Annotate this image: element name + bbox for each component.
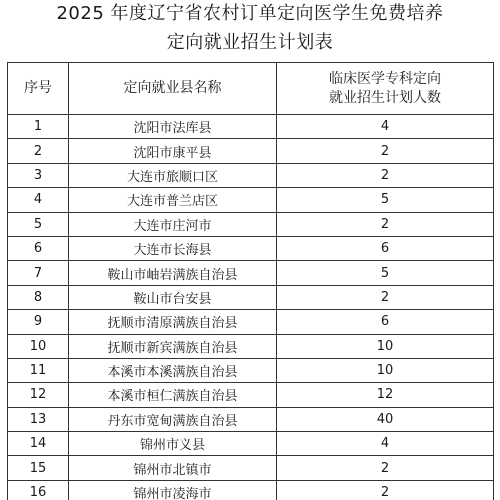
cell-quota: 10 bbox=[277, 334, 494, 358]
table-row bbox=[8, 139, 494, 163]
cell-county: 抚顺市新宾满族自治县 bbox=[69, 334, 277, 358]
cell-seq: 6 bbox=[8, 236, 69, 260]
table-row bbox=[8, 261, 494, 285]
cell-quota: 10 bbox=[277, 358, 494, 382]
table-row bbox=[8, 236, 494, 260]
cell-seq: 3 bbox=[8, 163, 69, 187]
cell-seq: 4 bbox=[8, 188, 69, 212]
cell-seq: 2 bbox=[8, 139, 69, 163]
document-title-line1: 2025 年度辽宁省农村订单定向医学生免费培养 bbox=[56, 3, 444, 24]
cell-county: 大连市庄河市 bbox=[69, 212, 277, 236]
table-row bbox=[8, 407, 494, 431]
cell-county: 锦州市凌海市 bbox=[69, 480, 277, 500]
cell-seq: 13 bbox=[8, 407, 69, 431]
cell-seq: 15 bbox=[8, 456, 69, 480]
table-row bbox=[8, 480, 494, 500]
cell-quota: 40 bbox=[277, 407, 494, 431]
header-quota bbox=[277, 63, 494, 115]
header-seq: 序号 bbox=[8, 63, 69, 115]
table-row bbox=[8, 115, 494, 139]
table-row bbox=[8, 310, 494, 334]
table-row bbox=[8, 212, 494, 236]
table-row bbox=[8, 358, 494, 382]
cell-seq: 12 bbox=[8, 383, 69, 407]
enrollment-plan-table bbox=[7, 62, 494, 500]
cell-quota: 6 bbox=[277, 310, 494, 334]
cell-county: 丹东市宽甸满族自治县 bbox=[69, 407, 277, 431]
cell-county: 锦州市北镇市 bbox=[69, 456, 277, 480]
cell-quota: 12 bbox=[277, 383, 494, 407]
table-row bbox=[8, 432, 494, 456]
cell-county: 大连市普兰店区 bbox=[69, 188, 277, 212]
table-header-row bbox=[8, 63, 494, 115]
cell-county: 大连市长海县 bbox=[69, 236, 277, 260]
cell-county: 本溪市桓仁满族自治县 bbox=[69, 383, 277, 407]
cell-seq: 11 bbox=[8, 358, 69, 382]
cell-seq: 16 bbox=[8, 480, 69, 500]
cell-county: 锦州市义县 bbox=[69, 432, 277, 456]
cell-seq: 9 bbox=[8, 310, 69, 334]
table-body bbox=[8, 115, 494, 500]
table-row bbox=[8, 188, 494, 212]
cell-quota: 5 bbox=[277, 261, 494, 285]
cell-quota: 2 bbox=[277, 212, 494, 236]
cell-quota: 6 bbox=[277, 236, 494, 260]
cell-county: 抚顺市清原满族自治县 bbox=[69, 310, 277, 334]
cell-seq: 7 bbox=[8, 261, 69, 285]
cell-quota: 4 bbox=[277, 115, 494, 139]
cell-seq: 5 bbox=[8, 212, 69, 236]
cell-quota: 4 bbox=[277, 432, 494, 456]
cell-seq: 10 bbox=[8, 334, 69, 358]
cell-quota: 2 bbox=[277, 456, 494, 480]
cell-seq: 8 bbox=[8, 285, 69, 309]
cell-county: 鞍山市岫岩满族自治县 bbox=[69, 261, 277, 285]
cell-county: 大连市旅顺口区 bbox=[69, 163, 277, 187]
cell-seq: 1 bbox=[8, 115, 69, 139]
table-row bbox=[8, 383, 494, 407]
cell-county: 鞍山市台安县 bbox=[69, 285, 277, 309]
cell-quota: 5 bbox=[277, 188, 494, 212]
header-county: 定向就业县名称 bbox=[69, 63, 277, 115]
table-row bbox=[8, 456, 494, 480]
cell-quota: 2 bbox=[277, 163, 494, 187]
header-quota-line1: 临床医学专科定向 bbox=[329, 70, 441, 87]
table-row bbox=[8, 334, 494, 358]
cell-quota: 2 bbox=[277, 139, 494, 163]
table-row bbox=[8, 285, 494, 309]
cell-seq: 14 bbox=[8, 432, 69, 456]
cell-county: 沈阳市康平县 bbox=[69, 139, 277, 163]
document-title-line2: 定向就业招生计划表 bbox=[166, 32, 334, 53]
cell-quota: 2 bbox=[277, 480, 494, 500]
cell-county: 沈阳市法库县 bbox=[69, 115, 277, 139]
header-quota-line2: 就业招生计划人数 bbox=[329, 89, 441, 106]
cell-quota: 2 bbox=[277, 285, 494, 309]
cell-county: 本溪市本溪满族自治县 bbox=[69, 358, 277, 382]
table-row bbox=[8, 163, 494, 187]
